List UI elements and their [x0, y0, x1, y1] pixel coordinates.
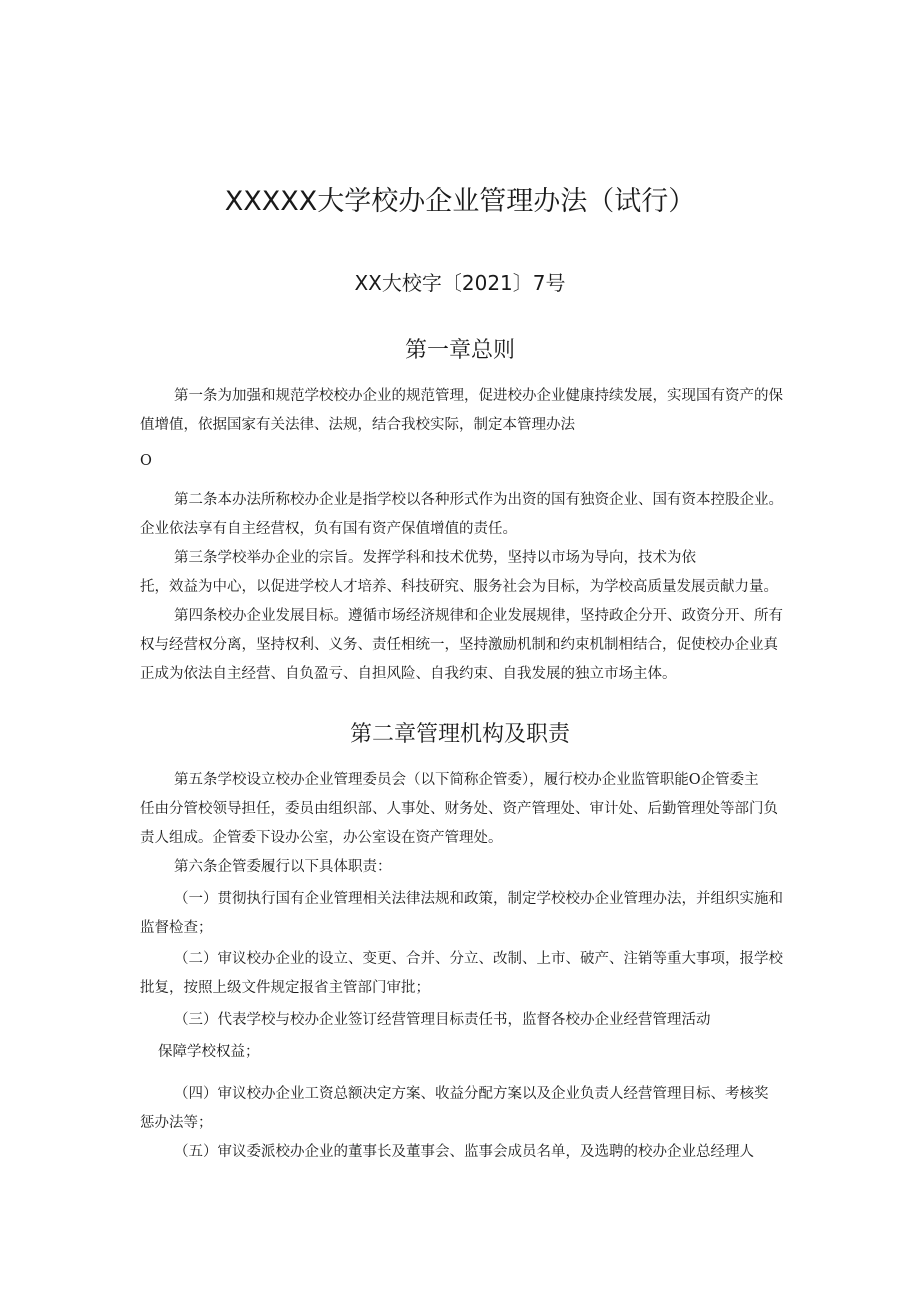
chapter-1-line-10: 正成为依法自主经营、自负盈亏、自担风险、自我约束、自我发展的独立市场主体。 [140, 666, 677, 682]
chapter-2-line-11: （四）审议校办企业工资总额决定方案、收益分配方案以及企业负责人经营管理目标、考核奖 [174, 1086, 769, 1102]
chapter-2-heading: 第二章管理机构及职责 [349, 722, 570, 747]
chapter-2-line-6: 监督检查； [140, 920, 213, 936]
chapter-1-line-3: O [140, 453, 152, 469]
chapter-2-line-7: （二）审议校办企业的设立、变更、合并、分立、改制、上市、破产、注销等重大事项，报学校 [174, 951, 783, 967]
chapter-1-line-8: 第四条校办企业发展目标。遵循市场经济规律和企业发展规律，坚持政企分开、政资分开、所有 [174, 608, 783, 624]
chapter-2-line-4: 第六条企管委履行以下具体职责： [174, 859, 392, 875]
chapter-2-line-5: （一）贯彻执行国有企业管理相关法律法规和政策，制定学校校办企业管理办法，并组织实施和 [174, 891, 783, 907]
chapter-2-line-13: （五）审议委派校办企业的董事长及董事会、监事会成员名单，及选聘的校办企业总经理人 [174, 1144, 754, 1160]
document-number: XX大校字〔2021〕7号 [354, 271, 566, 295]
chapter-1-line-2: 值增值，依据国家有关法律、法规，结合我校实际，制定本管理办法 [140, 417, 575, 433]
chapter-2-line-10: 保障学校权益； [158, 1044, 260, 1060]
chapter-2-line-1: 第五条学校设立校办企业管理委员会（以下简称企管委），履行校办企业监管职能O企管委主 [174, 772, 759, 788]
chapter-2-line-12: 惩办法等； [140, 1115, 213, 1131]
chapter-2-line-8: 批复，按照上级文件规定报省主管部门审批； [140, 980, 430, 996]
chapter-2-line-3: 责人组成。企管委下设办公室，办公室设在资产管理处。 [140, 830, 503, 846]
chapter-1-line-5: 企业依法享有自主经营权，负有国有资产保值增值的责任。 [140, 521, 517, 537]
chapter-1-line-1: 第一条为加强和规范学校校办企业的规范管理，促进校办企业健康持续发展，实现国有资产的保 [174, 388, 783, 404]
chapter-2-line-9: （三）代表学校与校办企业签订经营管理目标责任书，监督各校办企业经营管理活动 [174, 1012, 711, 1028]
chapter-1-line-4: 第二条本办法所称校办企业是指学校以各种形式作为出资的国有独资企业、国有资本控股企业。 [174, 492, 783, 508]
chapter-1-heading: 第一章总则 [404, 338, 515, 363]
chapter-1-line-7: 托，效益为中心，以促进学校人才培养、科技研究、服务社会为目标，为学校高质量发展贡献力量。 [140, 579, 778, 595]
chapter-2-line-2: 任由分管校领导担任，委员由组织部、人事处、财务处、资产管理处、审计处、后勤管理处等部门负 [140, 801, 778, 817]
chapter-1-line-9: 权与经营权分离，坚持权利、义务、责任相统一，坚持激励机制和约束机制相结合，促使校办企业真 [140, 637, 778, 653]
chapter-1-line-6: 第三条学校举办企业的宗旨。发挥学科和技术优势，坚持以市场为导向，技术为依 [174, 550, 696, 566]
document-title: XXXXX大学校办企业管理办法（试行） [224, 186, 696, 217]
